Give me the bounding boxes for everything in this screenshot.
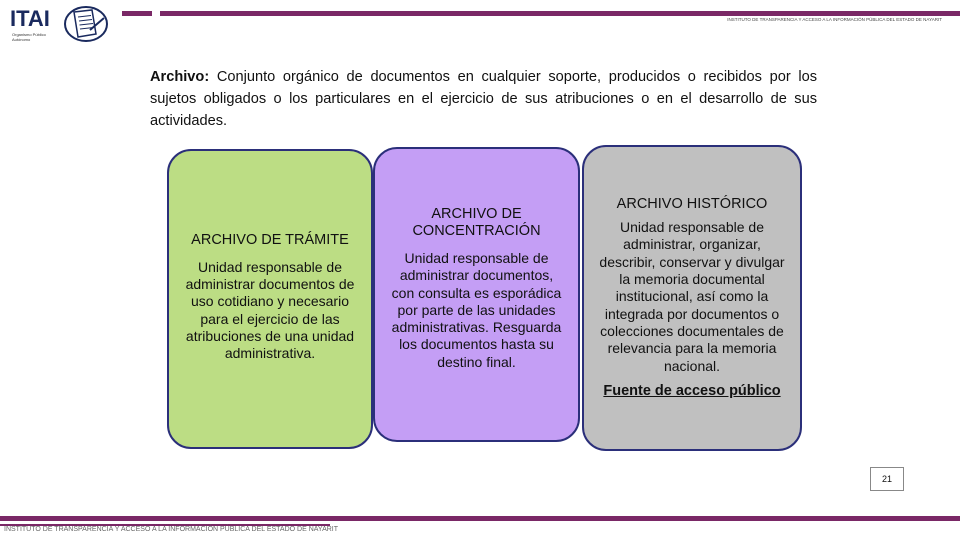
card-body: Unidad responsable de administrar documentos de uso cotidiano y necesario para el ejercicio de las atribuciones de una unidad administrativa. — [185, 258, 355, 362]
card-archivo-historico — [582, 145, 802, 451]
page-number: 21 — [870, 467, 904, 491]
card-title: ARCHIVO DE CONCENTRACIÓN — [412, 205, 541, 239]
definition-term: Archivo: — [150, 69, 210, 85]
card-title: ARCHIVO HISTÓRICO — [616, 196, 768, 213]
card-body: Unidad responsable de administrar documentos, con consulta es esporádica por parte de las unidades administrativas. Resguarda los documentos hasta su destino final. — [391, 249, 562, 370]
card-title: ARCHIVO DE TRÁMITE — [191, 231, 349, 248]
card-footer-link: Fuente de acceso público — [603, 382, 781, 399]
logo-subtitle: Organismo Público Autónomo — [12, 32, 46, 42]
card-archivo-tramite — [167, 149, 373, 449]
card-archivo-concentracion — [373, 147, 580, 442]
header-accent-block — [122, 11, 152, 16]
card-body: Unidad responsable de administrar, organizar, describir, conservar y divulgar la memoria documental institucional, así como la integrada por documentos o colecciones documentales de relevancia para la memoria nacional. — [599, 219, 785, 374]
archivo-definition — [150, 66, 817, 132]
definition-text: Conjunto orgánico de documentos en cualquier soporte, producidos o recibidos por los sujetos obligados o los particulares en el ejercicio de sus atribuciones o en el desarrollo de sus actividades. — [150, 69, 817, 129]
footer-bar — [0, 516, 960, 521]
document-icon — [60, 4, 108, 44]
header-bar — [160, 11, 960, 16]
footer-institution: INSTITUTO DE TRANSPARENCIA Y ACCESO A LA INFORMACIÓN PÚBLICA DEL ESTADO DE NAYARIT — [4, 526, 339, 533]
logo-text: ITAI — [10, 6, 50, 31]
header-institution: INSTITUTO DE TRANSPARENCIA Y ACCESO A LA INFORMACIÓN PÚBLICA DEL ESTADO DE NAYARIT — [727, 17, 942, 22]
itai-logo — [8, 4, 108, 46]
